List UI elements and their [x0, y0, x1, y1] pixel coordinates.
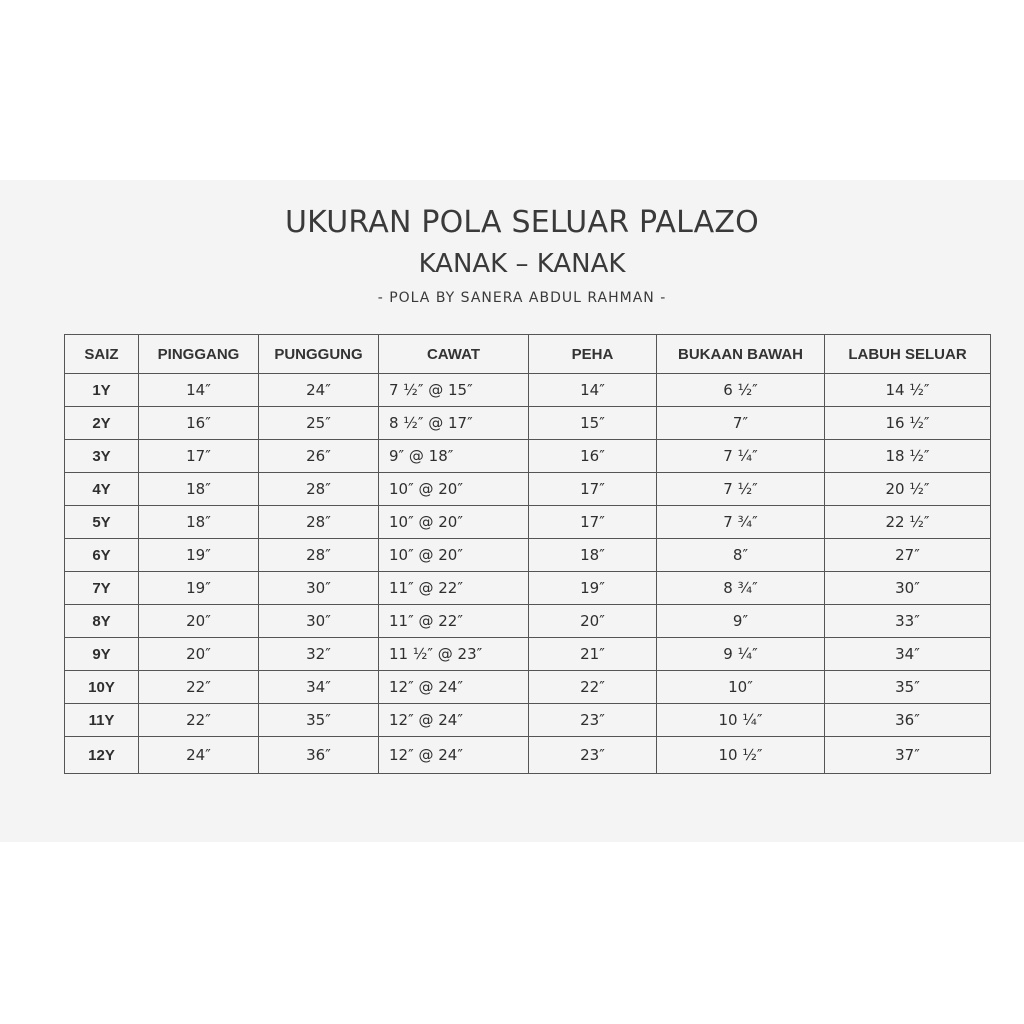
- table-row: [65, 374, 991, 407]
- cell-peha: 16″: [529, 440, 657, 473]
- cell-bukaan-bawah: 9 ¼″: [657, 638, 825, 671]
- table-row: [65, 638, 991, 671]
- cell-peha: 19″: [529, 572, 657, 605]
- cell-cawat: 12″ @ 24″: [379, 671, 529, 704]
- cell-pinggang: 22″: [139, 704, 259, 737]
- document-credit: - POLA BY SANERA ABDUL RAHMAN -: [377, 290, 667, 306]
- cell-punggung: 35″: [259, 704, 379, 737]
- cell-cawat: 11″ @ 22″: [379, 605, 529, 638]
- cell-labuh-seluar: 20 ½″: [825, 473, 991, 506]
- table-row: [65, 572, 991, 605]
- cell-saiz: 9Y: [65, 638, 139, 671]
- column-header-peha: PEHA: [529, 335, 657, 374]
- cell-labuh-seluar: 22 ½″: [825, 506, 991, 539]
- cell-pinggang: 24″: [139, 737, 259, 774]
- cell-pinggang: 19″: [139, 572, 259, 605]
- column-header-labuh-seluar: LABUH SELUAR: [825, 335, 991, 374]
- cell-saiz: 2Y: [65, 407, 139, 440]
- cell-saiz: 6Y: [65, 539, 139, 572]
- cell-peha: 22″: [529, 671, 657, 704]
- table-row: [65, 506, 991, 539]
- cell-bukaan-bawah: 7 ¾″: [657, 506, 825, 539]
- column-header-bukaan-bawah: BUKAAN BAWAH: [657, 335, 825, 374]
- cell-peha: 21″: [529, 638, 657, 671]
- cell-labuh-seluar: 16 ½″: [825, 407, 991, 440]
- column-header-saiz: SAIZ: [65, 335, 139, 374]
- table-row: [65, 605, 991, 638]
- cell-punggung: 30″: [259, 605, 379, 638]
- table-row: [65, 473, 991, 506]
- cell-labuh-seluar: 14 ½″: [825, 374, 991, 407]
- cell-bukaan-bawah: 7 ½″: [657, 473, 825, 506]
- cell-saiz: 12Y: [65, 737, 139, 774]
- cell-labuh-seluar: 33″: [825, 605, 991, 638]
- cell-peha: 18″: [529, 539, 657, 572]
- cell-cawat: 10″ @ 20″: [379, 473, 529, 506]
- cell-labuh-seluar: 18 ½″: [825, 440, 991, 473]
- table-row: [65, 671, 991, 704]
- cell-pinggang: 20″: [139, 605, 259, 638]
- cell-cawat: 7 ½″ @ 15″: [379, 374, 529, 407]
- cell-bukaan-bawah: 10 ½″: [657, 737, 825, 774]
- cell-bukaan-bawah: 9″: [657, 605, 825, 638]
- table-row: [65, 704, 991, 737]
- cell-saiz: 5Y: [65, 506, 139, 539]
- cell-saiz: 4Y: [65, 473, 139, 506]
- cell-peha: 17″: [529, 473, 657, 506]
- size-table: [64, 334, 991, 774]
- cell-cawat: 11″ @ 22″: [379, 572, 529, 605]
- cell-punggung: 30″: [259, 572, 379, 605]
- cell-cawat: 8 ½″ @ 17″: [379, 407, 529, 440]
- cell-punggung: 28″: [259, 473, 379, 506]
- cell-labuh-seluar: 37″: [825, 737, 991, 774]
- table-row: [65, 407, 991, 440]
- cell-pinggang: 18″: [139, 473, 259, 506]
- cell-bukaan-bawah: 10″: [657, 671, 825, 704]
- cell-saiz: 7Y: [65, 572, 139, 605]
- document-subtitle: KANAK – KANAK: [418, 249, 626, 279]
- cell-pinggang: 14″: [139, 374, 259, 407]
- cell-peha: 23″: [529, 704, 657, 737]
- cell-saiz: 3Y: [65, 440, 139, 473]
- table-row: [65, 440, 991, 473]
- cell-labuh-seluar: 35″: [825, 671, 991, 704]
- cell-pinggang: 17″: [139, 440, 259, 473]
- cell-peha: 14″: [529, 374, 657, 407]
- cell-punggung: 34″: [259, 671, 379, 704]
- cell-saiz: 10Y: [65, 671, 139, 704]
- cell-pinggang: 18″: [139, 506, 259, 539]
- cell-pinggang: 16″: [139, 407, 259, 440]
- cell-pinggang: 22″: [139, 671, 259, 704]
- cell-peha: 15″: [529, 407, 657, 440]
- cell-saiz: 1Y: [65, 374, 139, 407]
- cell-punggung: 28″: [259, 539, 379, 572]
- cell-peha: 20″: [529, 605, 657, 638]
- table-body: [65, 374, 991, 774]
- cell-punggung: 24″: [259, 374, 379, 407]
- cell-bukaan-bawah: 7″: [657, 407, 825, 440]
- cell-cawat: 10″ @ 20″: [379, 539, 529, 572]
- document-title: UKURAN POLA SELUAR PALAZO: [285, 205, 759, 240]
- cell-cawat: 9″ @ 18″: [379, 440, 529, 473]
- cell-cawat: 10″ @ 20″: [379, 506, 529, 539]
- cell-bukaan-bawah: 7 ¼″: [657, 440, 825, 473]
- table-row: [65, 737, 991, 774]
- cell-saiz: 8Y: [65, 605, 139, 638]
- cell-labuh-seluar: 30″: [825, 572, 991, 605]
- cell-labuh-seluar: 36″: [825, 704, 991, 737]
- column-header-punggung: PUNGGUNG: [259, 335, 379, 374]
- cell-labuh-seluar: 27″: [825, 539, 991, 572]
- cell-cawat: 12″ @ 24″: [379, 737, 529, 774]
- table-header: [65, 335, 991, 374]
- cell-cawat: 11 ½″ @ 23″: [379, 638, 529, 671]
- cell-bukaan-bawah: 8 ¾″: [657, 572, 825, 605]
- cell-peha: 23″: [529, 737, 657, 774]
- table-row: [65, 539, 991, 572]
- cell-punggung: 36″: [259, 737, 379, 774]
- header-row: [65, 335, 991, 374]
- cell-peha: 17″: [529, 506, 657, 539]
- cell-cawat: 12″ @ 24″: [379, 704, 529, 737]
- cell-pinggang: 19″: [139, 539, 259, 572]
- column-header-pinggang: PINGGANG: [139, 335, 259, 374]
- cell-bukaan-bawah: 10 ¼″: [657, 704, 825, 737]
- cell-labuh-seluar: 34″: [825, 638, 991, 671]
- cell-bukaan-bawah: 8″: [657, 539, 825, 572]
- cell-punggung: 32″: [259, 638, 379, 671]
- cell-punggung: 26″: [259, 440, 379, 473]
- column-header-cawat: CAWAT: [379, 335, 529, 374]
- cell-pinggang: 20″: [139, 638, 259, 671]
- cell-punggung: 25″: [259, 407, 379, 440]
- cell-punggung: 28″: [259, 506, 379, 539]
- cell-bukaan-bawah: 6 ½″: [657, 374, 825, 407]
- cell-saiz: 11Y: [65, 704, 139, 737]
